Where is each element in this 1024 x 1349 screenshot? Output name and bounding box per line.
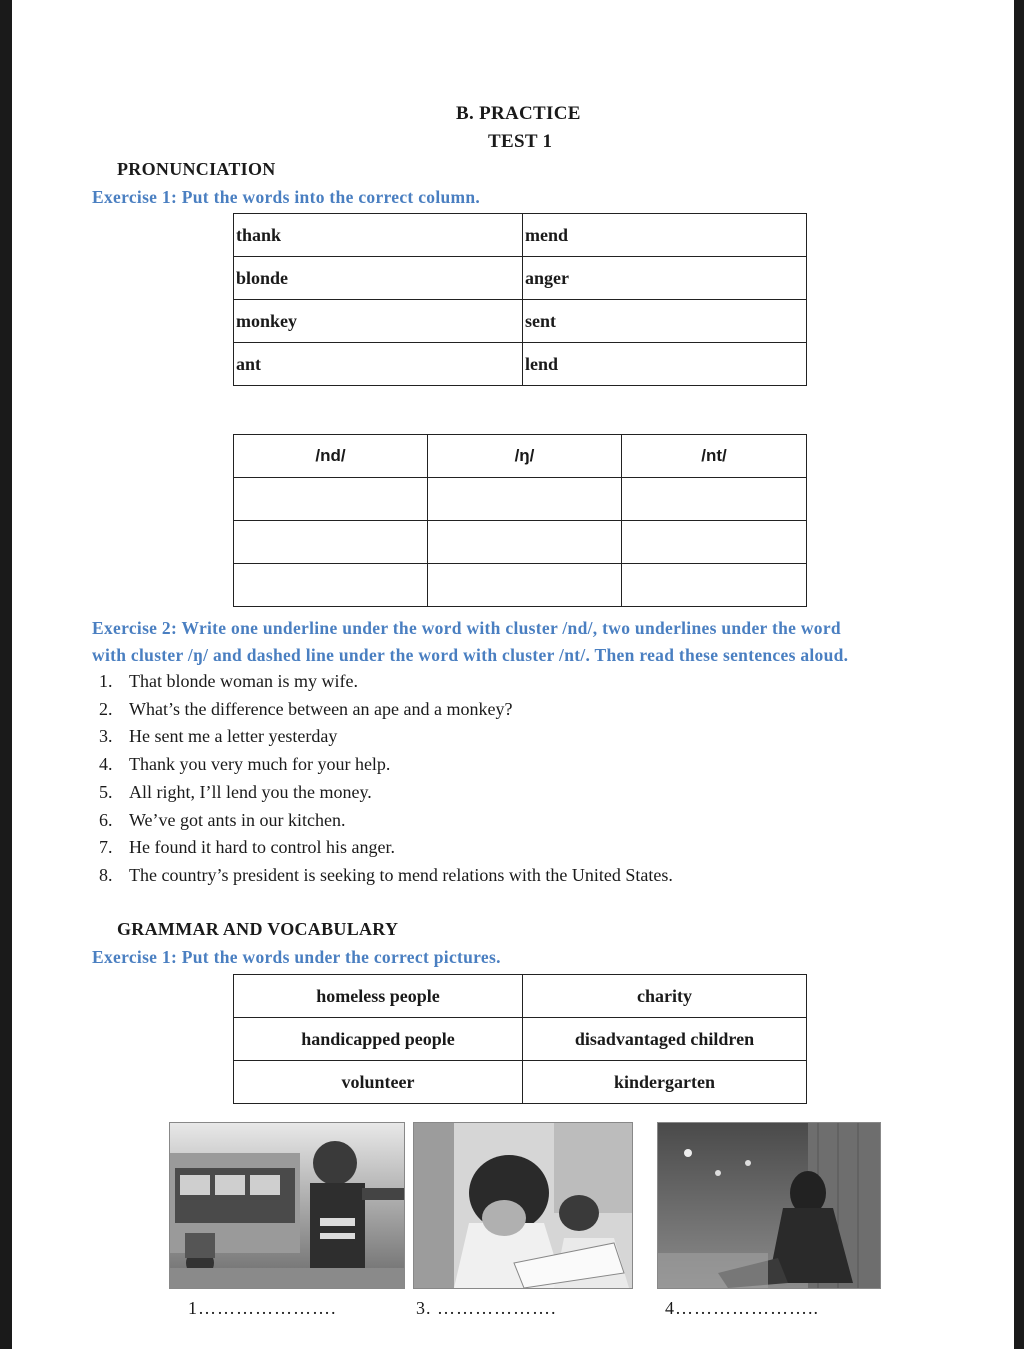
column-header: /nd/ — [234, 435, 428, 478]
table-cell: charity — [523, 975, 807, 1018]
list-item: 4. Thank you very much for your help. — [117, 751, 673, 779]
table-row — [234, 521, 807, 564]
list-item: 7. He found it hard to control his anger. — [117, 834, 673, 862]
answer-blank-3[interactable]: 3. ………………. — [416, 1298, 557, 1318]
table-cell: sent — [523, 300, 807, 343]
table-row — [234, 343, 807, 386]
table-cell: volunteer — [234, 1061, 523, 1104]
table-row — [234, 1018, 807, 1061]
homeless-photo — [657, 1122, 881, 1289]
answer-cell[interactable] — [428, 478, 622, 521]
table-row — [234, 214, 807, 257]
table-cell: ant — [234, 343, 523, 386]
list-item: 5. All right, I’ll lend you the money. — [117, 779, 673, 807]
homeless-image — [658, 1123, 880, 1288]
list-item: 3. He sent me a letter yesterday — [117, 723, 673, 751]
table-header-row — [234, 435, 807, 478]
table-row — [234, 478, 807, 521]
answer-blank-1[interactable]: 1…………………. — [188, 1298, 337, 1318]
section-title: B. PRACTICE — [456, 103, 581, 124]
sentence-list — [92, 668, 673, 890]
vocabulary-table — [233, 974, 807, 1104]
pronunciation-heading: PRONUNCIATION — [117, 159, 276, 179]
exercise2-instruction-line1: Exercise 2: Write one underline under the word with cluster /nd/, two underlines under the word — [92, 618, 841, 638]
table-cell: thank — [234, 214, 523, 257]
children-image — [414, 1123, 632, 1288]
test-title: TEST 1 — [488, 131, 553, 152]
table-cell: lend — [523, 343, 807, 386]
list-item: 1. That blonde woman is my wife. — [117, 668, 673, 696]
table-cell: handicapped people — [234, 1018, 523, 1061]
answer-blank-4[interactable]: 4………………….. — [665, 1298, 819, 1318]
table-cell: kindergarten — [523, 1061, 807, 1104]
grammar-exercise1-instruction: Exercise 1: Put the words under the correct pictures. — [92, 947, 501, 967]
volunteer-image — [170, 1123, 404, 1288]
column-header: /ŋ/ — [428, 435, 622, 478]
list-item: 8. The country’s president is seeking to mend relations with the United States. — [117, 862, 673, 890]
table-cell: blonde — [234, 257, 523, 300]
answer-cell[interactable] — [622, 521, 807, 564]
table-row — [234, 564, 807, 607]
sound-columns-table — [233, 434, 807, 607]
list-item: 6. We’ve got ants in our kitchen. — [117, 807, 673, 835]
table-cell: homeless people — [234, 975, 523, 1018]
children-studying-photo — [413, 1122, 633, 1289]
table-row — [234, 1061, 807, 1104]
answer-cell[interactable] — [234, 564, 428, 607]
answer-cell[interactable] — [622, 564, 807, 607]
column-header: /nt/ — [622, 435, 807, 478]
answer-cell[interactable] — [428, 521, 622, 564]
exercise1-instruction: Exercise 1: Put the words into the correct column. — [92, 187, 481, 207]
answer-cell[interactable] — [234, 521, 428, 564]
table-row — [234, 975, 807, 1018]
grammar-heading: GRAMMAR AND VOCABULARY — [117, 919, 399, 939]
table-cell: disadvantaged children — [523, 1018, 807, 1061]
volunteer-photo — [169, 1122, 405, 1289]
table-cell: mend — [523, 214, 807, 257]
exercise2-instruction-line2: with cluster /ŋ/ and dashed line under the word with cluster /nt/. Then read these sentences aloud. — [92, 645, 849, 665]
answer-cell[interactable] — [234, 478, 428, 521]
answer-cell[interactable] — [428, 564, 622, 607]
table-cell: anger — [523, 257, 807, 300]
table-row — [234, 300, 807, 343]
worksheet-page — [12, 0, 1014, 1349]
table-cell: monkey — [234, 300, 523, 343]
list-item: 2. What’s the difference between an ape and a monkey? — [117, 696, 673, 724]
table-row — [234, 257, 807, 300]
answer-cell[interactable] — [622, 478, 807, 521]
word-table — [233, 213, 807, 386]
